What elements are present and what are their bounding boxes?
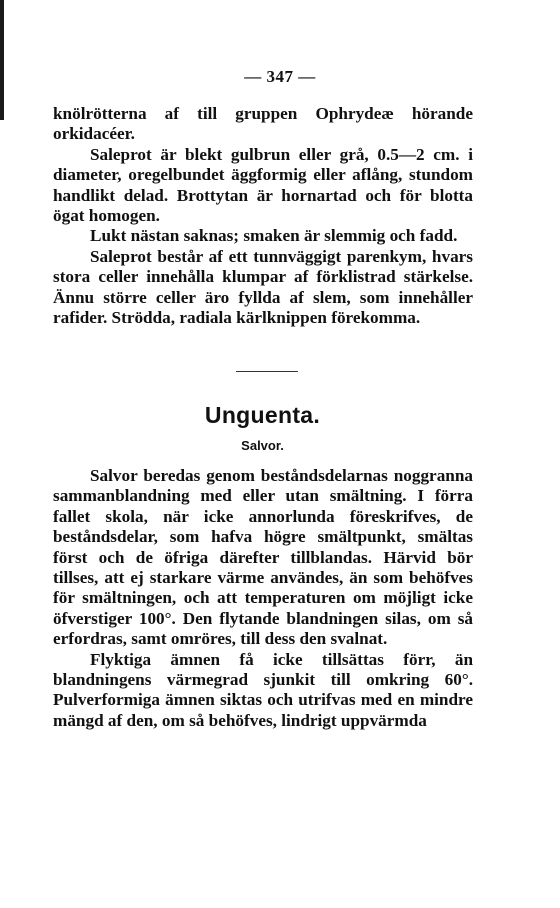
paragraph-unguenta-volatile: Flyktiga ämnen få icke tillsättas förr, än blandningens värmegrad sjunkit till omkring 60°. Pulverformiga ämnen siktas och utrifvas med en mindre mängd af den, om så behöfves, lindrigt uppvärmda bbox=[53, 649, 473, 730]
paragraph-salep-description: Saleprot är blekt gulbrun eller grå, 0.5—2 cm. i diameter, oregelbundet äggformig eller aflång, stundom handlikt delad. Brottytan är hornartad och för blotta ögat homogen. bbox=[53, 144, 473, 226]
paragraph-continued: knölrötterna af till gruppen Ophrydeæ hörande orkidacéer. bbox=[53, 104, 473, 144]
paragraph-salep-structure: Saleprot består af ett tunnväggigt parenkym, hvars stora celler innehålla klumpar af förklistrad stärkelse. Ännu större celler äro fyllda af slem, som innehåller rafider. Strödda, radiala kärlknippen förekomma. bbox=[53, 246, 473, 328]
page-number: — 347 — bbox=[244, 67, 316, 86]
section-salep-text bbox=[53, 104, 473, 328]
section-unguenta-text bbox=[53, 466, 473, 731]
paragraph-salep-smell: Lukt nästan saknas; smaken är slemmig och fadd. bbox=[90, 226, 458, 246]
section-title: Unguenta. bbox=[204, 402, 321, 428]
page-edge-rule bbox=[0, 0, 4, 120]
paragraph-unguenta-preparation: Salvor beredas genom beståndsdelarnas noggranna sammanblandning med eller utan smältning. I förra fallet skola, när icke annorlunda föreskrifves, de beståndsdelar, som hafva högre smältpunkt, smältas först och de öfriga därefter tillblandas. Härvid bör tillses, att ej starkare värme användes, än som behöfves för smältningen, och att temperaturen om möjligt icke öfverstiger 100°. Den flytande blandningen silas, om så erfordras, samt omröres, till dess den svalnat. bbox=[53, 466, 473, 649]
section-divider bbox=[236, 371, 298, 372]
section-subtitle: Salvor. bbox=[241, 438, 284, 453]
